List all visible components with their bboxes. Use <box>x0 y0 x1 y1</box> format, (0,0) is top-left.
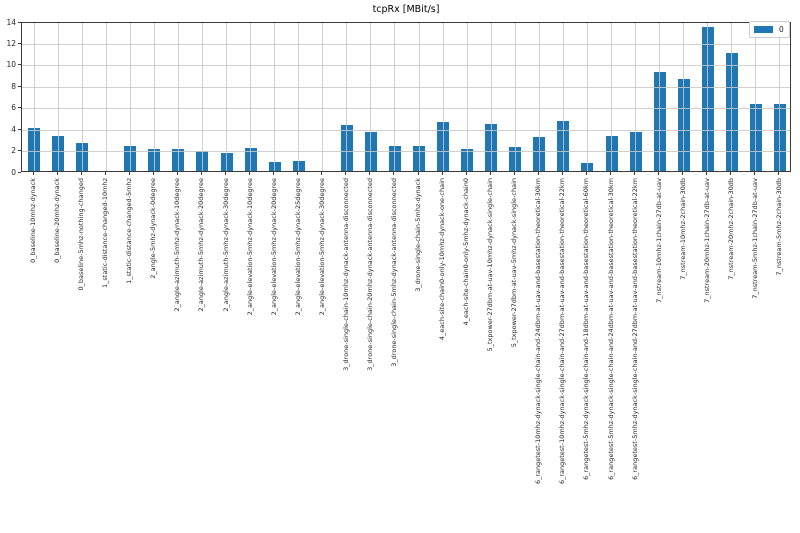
x-tick-label: 2_angle-azimuth-5mhz-dynack-10degree <box>173 178 182 312</box>
y-tick-label: 14 <box>6 17 16 27</box>
x-tick-label: 2_angle-elevation-5mhz-dynack-10degree <box>245 178 254 316</box>
v-gridline <box>82 23 83 171</box>
x-tick-mark <box>105 172 106 175</box>
v-gridline <box>443 23 444 171</box>
x-tick-mark <box>273 172 274 175</box>
v-gridline <box>563 23 564 171</box>
x-tick-label: 4_each-site-chain0-only-10mhz-dynack-one-chain <box>438 178 447 341</box>
x-tick-label: 6_rangetest-10mhz-dynack-single-chain-and-24dbm-at-uav-and-basestation-theoretical-30km <box>534 178 543 485</box>
x-tick-label: 2_angle-5mhz-dynack-0degree <box>149 178 158 279</box>
y-tick-mark <box>18 86 21 87</box>
v-gridline <box>130 23 131 171</box>
x-tick-label: 3_drone-single-chain-10mhz-dynack-antenna-disconnected <box>341 178 350 371</box>
x-tick-mark <box>610 172 611 175</box>
v-gridline <box>154 23 155 171</box>
y-tick-label: 4 <box>11 124 16 134</box>
x-tick-mark <box>393 172 394 175</box>
h-gridline <box>22 44 790 45</box>
x-tick-label: 4_each-site-chain0-only-5mhz-dynack-chain0 <box>462 178 471 326</box>
x-tick-mark <box>225 172 226 175</box>
x-tick-label: 2_angle-elevation-5mhz-dynack-20degree <box>269 178 278 316</box>
x-tick-mark <box>778 172 779 175</box>
x-tick-label: 7_nstream-20mhz-1chain-27db-at-uav <box>702 178 711 303</box>
v-gridline <box>515 23 516 171</box>
v-gridline <box>346 23 347 171</box>
v-gridline <box>58 23 59 171</box>
v-gridline <box>298 23 299 171</box>
v-gridline <box>755 23 756 171</box>
h-gridline <box>22 108 790 109</box>
v-gridline <box>539 23 540 171</box>
y-tick-label: 12 <box>6 38 16 48</box>
y-tick-mark <box>18 64 21 65</box>
v-gridline <box>659 23 660 171</box>
x-tick-mark <box>249 172 250 175</box>
v-gridline <box>34 23 35 171</box>
v-gridline <box>322 23 323 171</box>
y-tick-label: 6 <box>11 103 16 113</box>
y-tick-mark <box>18 22 21 23</box>
x-tick-label: 6_rangetest-5mhz-dynack-single-chain-and-27dbm-at-uav-and-basestation-theoretical-22km <box>630 178 639 480</box>
x-tick-mark <box>129 172 130 175</box>
x-tick-mark <box>57 172 58 175</box>
x-tick-mark <box>201 172 202 175</box>
x-tick-mark <box>514 172 515 175</box>
y-tick-label: 8 <box>11 81 16 91</box>
x-tick-mark <box>682 172 683 175</box>
y-tick-label: 2 <box>11 146 16 156</box>
v-gridline <box>587 23 588 171</box>
x-tick-mark <box>153 172 154 175</box>
x-tick-label: 3_drone-single-chain-5mhz-dynack-antenna-disconnected <box>389 178 398 367</box>
v-gridline <box>467 23 468 171</box>
x-tick-label: 0_baseline-5mhz-nothing-changed <box>77 178 86 291</box>
v-gridline <box>491 23 492 171</box>
x-tick-mark <box>177 172 178 175</box>
v-gridline <box>226 23 227 171</box>
v-gridline <box>394 23 395 171</box>
x-tick-label: 3_drone-single-chain-20mhz-dynack-antenna-disconnected <box>365 178 374 371</box>
x-tick-label: 3_drone-single-chain-5mhz-dynack <box>414 178 423 292</box>
y-tick-mark <box>18 43 21 44</box>
h-gridline <box>22 151 790 152</box>
y-tick-label: 0 <box>11 167 16 177</box>
x-tick-mark <box>754 172 755 175</box>
x-tick-mark <box>706 172 707 175</box>
x-tick-label: 7_nstream-5mhz-1chain-27db-at-uav <box>750 178 759 299</box>
v-gridline <box>106 23 107 171</box>
x-tick-mark <box>586 172 587 175</box>
y-tick-mark <box>18 107 21 108</box>
v-gridline <box>683 23 684 171</box>
legend-swatch-icon <box>754 26 773 33</box>
v-gridline <box>250 23 251 171</box>
x-tick-label: 7_nstream-10mhz-2chain-30db <box>678 178 687 280</box>
h-gridline <box>22 65 790 66</box>
plot-area <box>21 22 791 172</box>
x-tick-label: 1_static-distance-changed-10mhz <box>101 178 110 288</box>
legend <box>749 21 790 38</box>
v-gridline <box>779 23 780 171</box>
v-gridline <box>731 23 732 171</box>
x-tick-label: 1_static-distance-changed-5mhz <box>125 178 134 284</box>
x-tick-mark <box>658 172 659 175</box>
x-tick-label: 7_nstream-10mhz-1chain-27db-at-uav <box>654 178 663 303</box>
x-tick-mark <box>369 172 370 175</box>
x-tick-label: 6_rangetest-5mhz-dynack-single-chain-and-24dbm-at-uav-and-basestation-theoretical-30km <box>606 178 615 480</box>
x-tick-label: 0_baseline-20mhz-dynack <box>53 178 62 263</box>
x-tick-label: 0_baseline-10mhz-dynack <box>29 178 38 263</box>
v-gridline <box>274 23 275 171</box>
x-tick-mark <box>442 172 443 175</box>
x-tick-mark <box>490 172 491 175</box>
y-tick-mark <box>18 172 21 173</box>
x-tick-mark <box>538 172 539 175</box>
y-tick-mark <box>18 129 21 130</box>
x-tick-label: 2_angle-azimuth-5mhz-dynack-30degree <box>221 178 230 312</box>
x-tick-mark <box>730 172 731 175</box>
x-tick-mark <box>321 172 322 175</box>
x-tick-mark <box>33 172 34 175</box>
x-tick-mark <box>562 172 563 175</box>
x-tick-mark <box>297 172 298 175</box>
v-gridline <box>635 23 636 171</box>
v-gridline <box>370 23 371 171</box>
x-tick-label: 2_angle-azimuth-5mhz-dynack-20degree <box>197 178 206 312</box>
x-tick-mark <box>81 172 82 175</box>
x-tick-label: 5_txpower-27dbm-at-uav-10mhz-dynack-single-chain <box>486 178 495 352</box>
legend-series-label: 0 <box>779 25 784 34</box>
x-tick-mark <box>418 172 419 175</box>
x-tick-label: 7_nstream-20mhz-2chain-30db <box>726 178 735 280</box>
v-gridline <box>611 23 612 171</box>
x-tick-label: 2_angle-elevation-5mhz-dynack-25degree <box>293 178 302 316</box>
h-gridline <box>22 87 790 88</box>
x-tick-label: 7_nstream-5mhz-2chain-30db <box>774 178 783 276</box>
x-tick-label: 5_txpower-27dbm-at-uav-5mhz-dynack-single-chain <box>510 178 519 348</box>
y-tick-label: 10 <box>6 60 16 70</box>
v-gridline <box>707 23 708 171</box>
v-gridline <box>419 23 420 171</box>
x-tick-mark <box>466 172 467 175</box>
v-gridline <box>178 23 179 171</box>
x-tick-mark <box>345 172 346 175</box>
x-tick-label: 2_angle-elevation-5mhz-dynack-30degree <box>317 178 326 316</box>
x-tick-mark <box>634 172 635 175</box>
x-tick-label: 6_rangetest-10mhz-dynack-single-chain-and-27dbm-at-uav-and-basestation-theoretical-22km <box>558 178 567 485</box>
y-tick-mark <box>18 150 21 151</box>
v-gridline <box>202 23 203 171</box>
h-gridline <box>22 130 790 131</box>
chart-title: tcpRx [MBit/s] <box>372 4 440 15</box>
x-tick-label: 6_rangetest-5mhz-dynack-single-chain-and-18dbm-at-uav-and-basestation-theoretical-60km <box>582 178 591 480</box>
